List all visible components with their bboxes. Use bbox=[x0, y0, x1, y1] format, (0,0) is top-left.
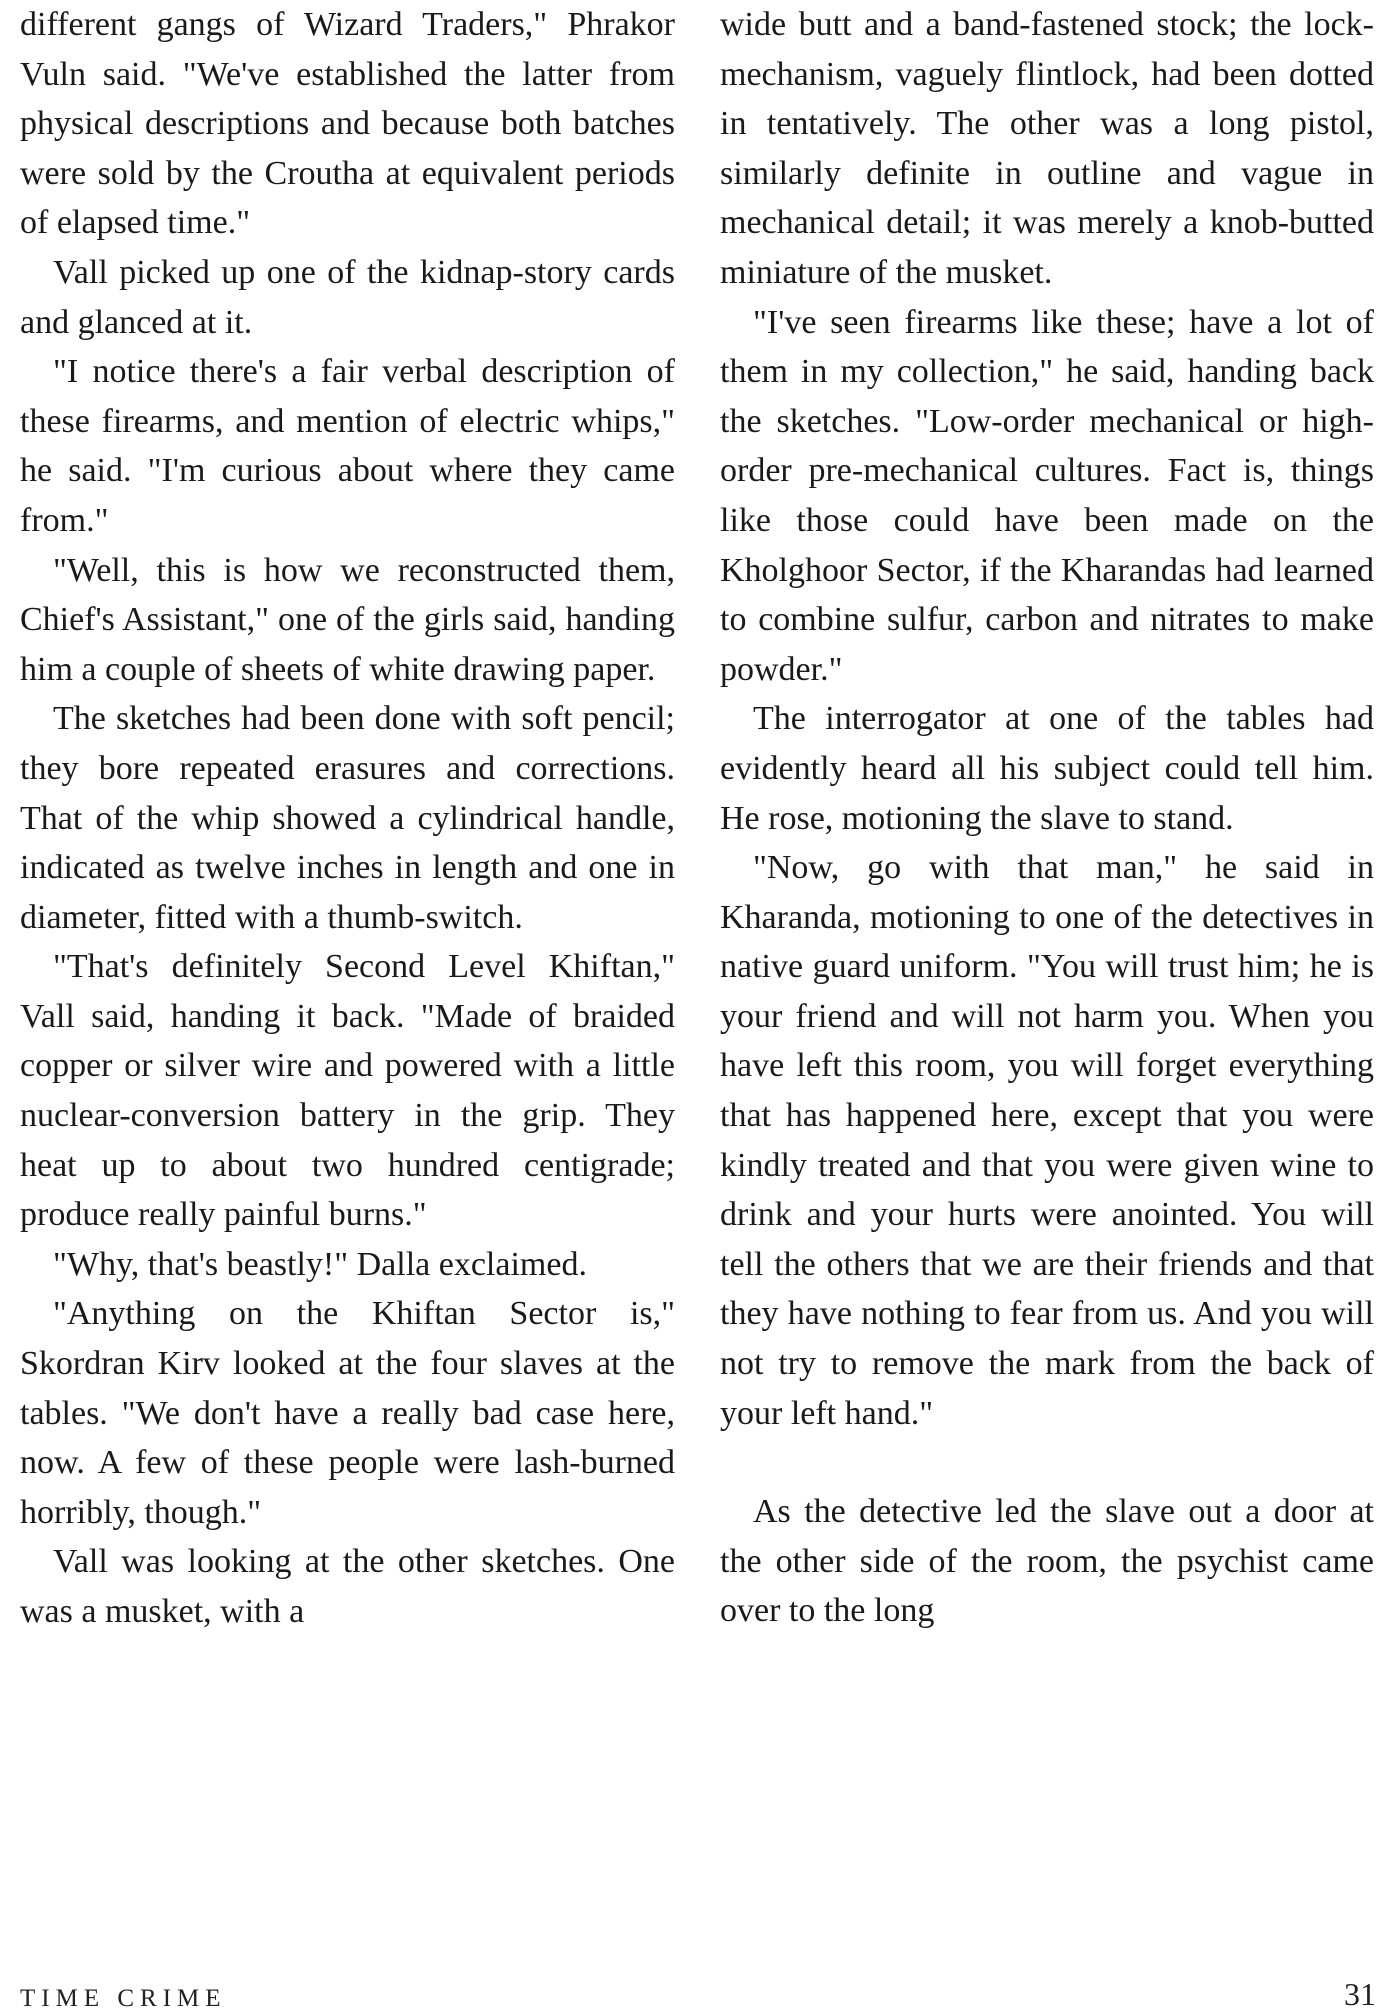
paragraph: The sketches had been done with soft pencil; they bore repeated erasures and corrections. That of the whip showed a cylindrical handle, indicated as twelve inches in length and one in diameter, fitted with a thumb-switch. bbox=[20, 700, 675, 936]
paragraph: Vall was looking at the other sketches. One was a musket, with a bbox=[20, 1543, 675, 1630]
paragraph: "Anything on the Khiftan Sector is," Skordran Kirv looked at the four slaves at the tables. "We don't have a really bad case here, now. A few of these people were lash-burned horribly, though." bbox=[20, 1295, 675, 1531]
running-title: TIME CRIME bbox=[20, 1985, 227, 2012]
paragraph: wide butt and a band-fastened stock; the lock-mechanism, vaguely flintlock, had been dotted in tentatively. The other was a long pistol, similarly definite in outline and vague in mechanical detail; it was merely a knob-butted miniature of the musket. bbox=[720, 6, 1374, 291]
left-column bbox=[20, 0, 675, 1637]
paragraph: "Now, go with that man," he said in Kharanda, motioning to one of the detectives in native guard uniform. "You will trust him; he is your friend and will not harm you. When you have left this room, you will forget everything that has happened here, except that you were kindly treated and that you were given wine to drink and your hurts were anointed. You will tell the others that we are their friends and that they have nothing to fear from us. And you will not try to remove the mark from the back of your left hand." bbox=[720, 849, 1374, 1432]
page-number: 31 bbox=[1344, 1976, 1376, 2012]
paragraph: different gangs of Wizard Traders," Phrakor Vuln said. "We've established the latter from physical descriptions and because both batches were sold by the Croutha at equivalent periods of elapsed time." bbox=[20, 6, 675, 242]
paragraph: "Well, this is how we reconstructed them, Chief's Assistant," one of the girls said, handing him a couple of sheets of white drawing paper. bbox=[20, 551, 675, 688]
paragraph: Vall picked up one of the kidnap-story cards and glanced at it. bbox=[20, 253, 675, 341]
paragraph: "I've seen firearms like these; have a lot of them in my collection," he said, handing back the sketches. "Low-order mechanical or high-order pre-mechanical cultures. Fact is, things like those could have been made on the Kholghoor Sector, if the Kharandas had learned to combine sulfur, carbon and nitrates to make powder." bbox=[720, 303, 1374, 688]
right-column bbox=[720, 0, 1374, 1636]
paragraph: "I notice there's a fair verbal description of these firearms, and mention of electric whips," he said. "I'm curious about where they came from." bbox=[20, 353, 675, 539]
paragraph: As the detective led the slave out a door at the other side of the room, the psychist came over to the long bbox=[720, 1493, 1374, 1630]
paragraph: "Why, that's beastly!" Dalla exclaimed. bbox=[53, 1245, 587, 1283]
paragraph: The interrogator at one of the tables had evidently heard all his subject could tell him. He rose, motioning the slave to stand. bbox=[720, 700, 1374, 837]
paragraph: "That's definitely Second Level Khiftan," Vall said, handing it back. "Made of braided copper or silver wire and powered with a little nuclear-conversion battery in the grip. They heat up to about two hundred centigrade; produce really painful burns." bbox=[20, 948, 675, 1234]
